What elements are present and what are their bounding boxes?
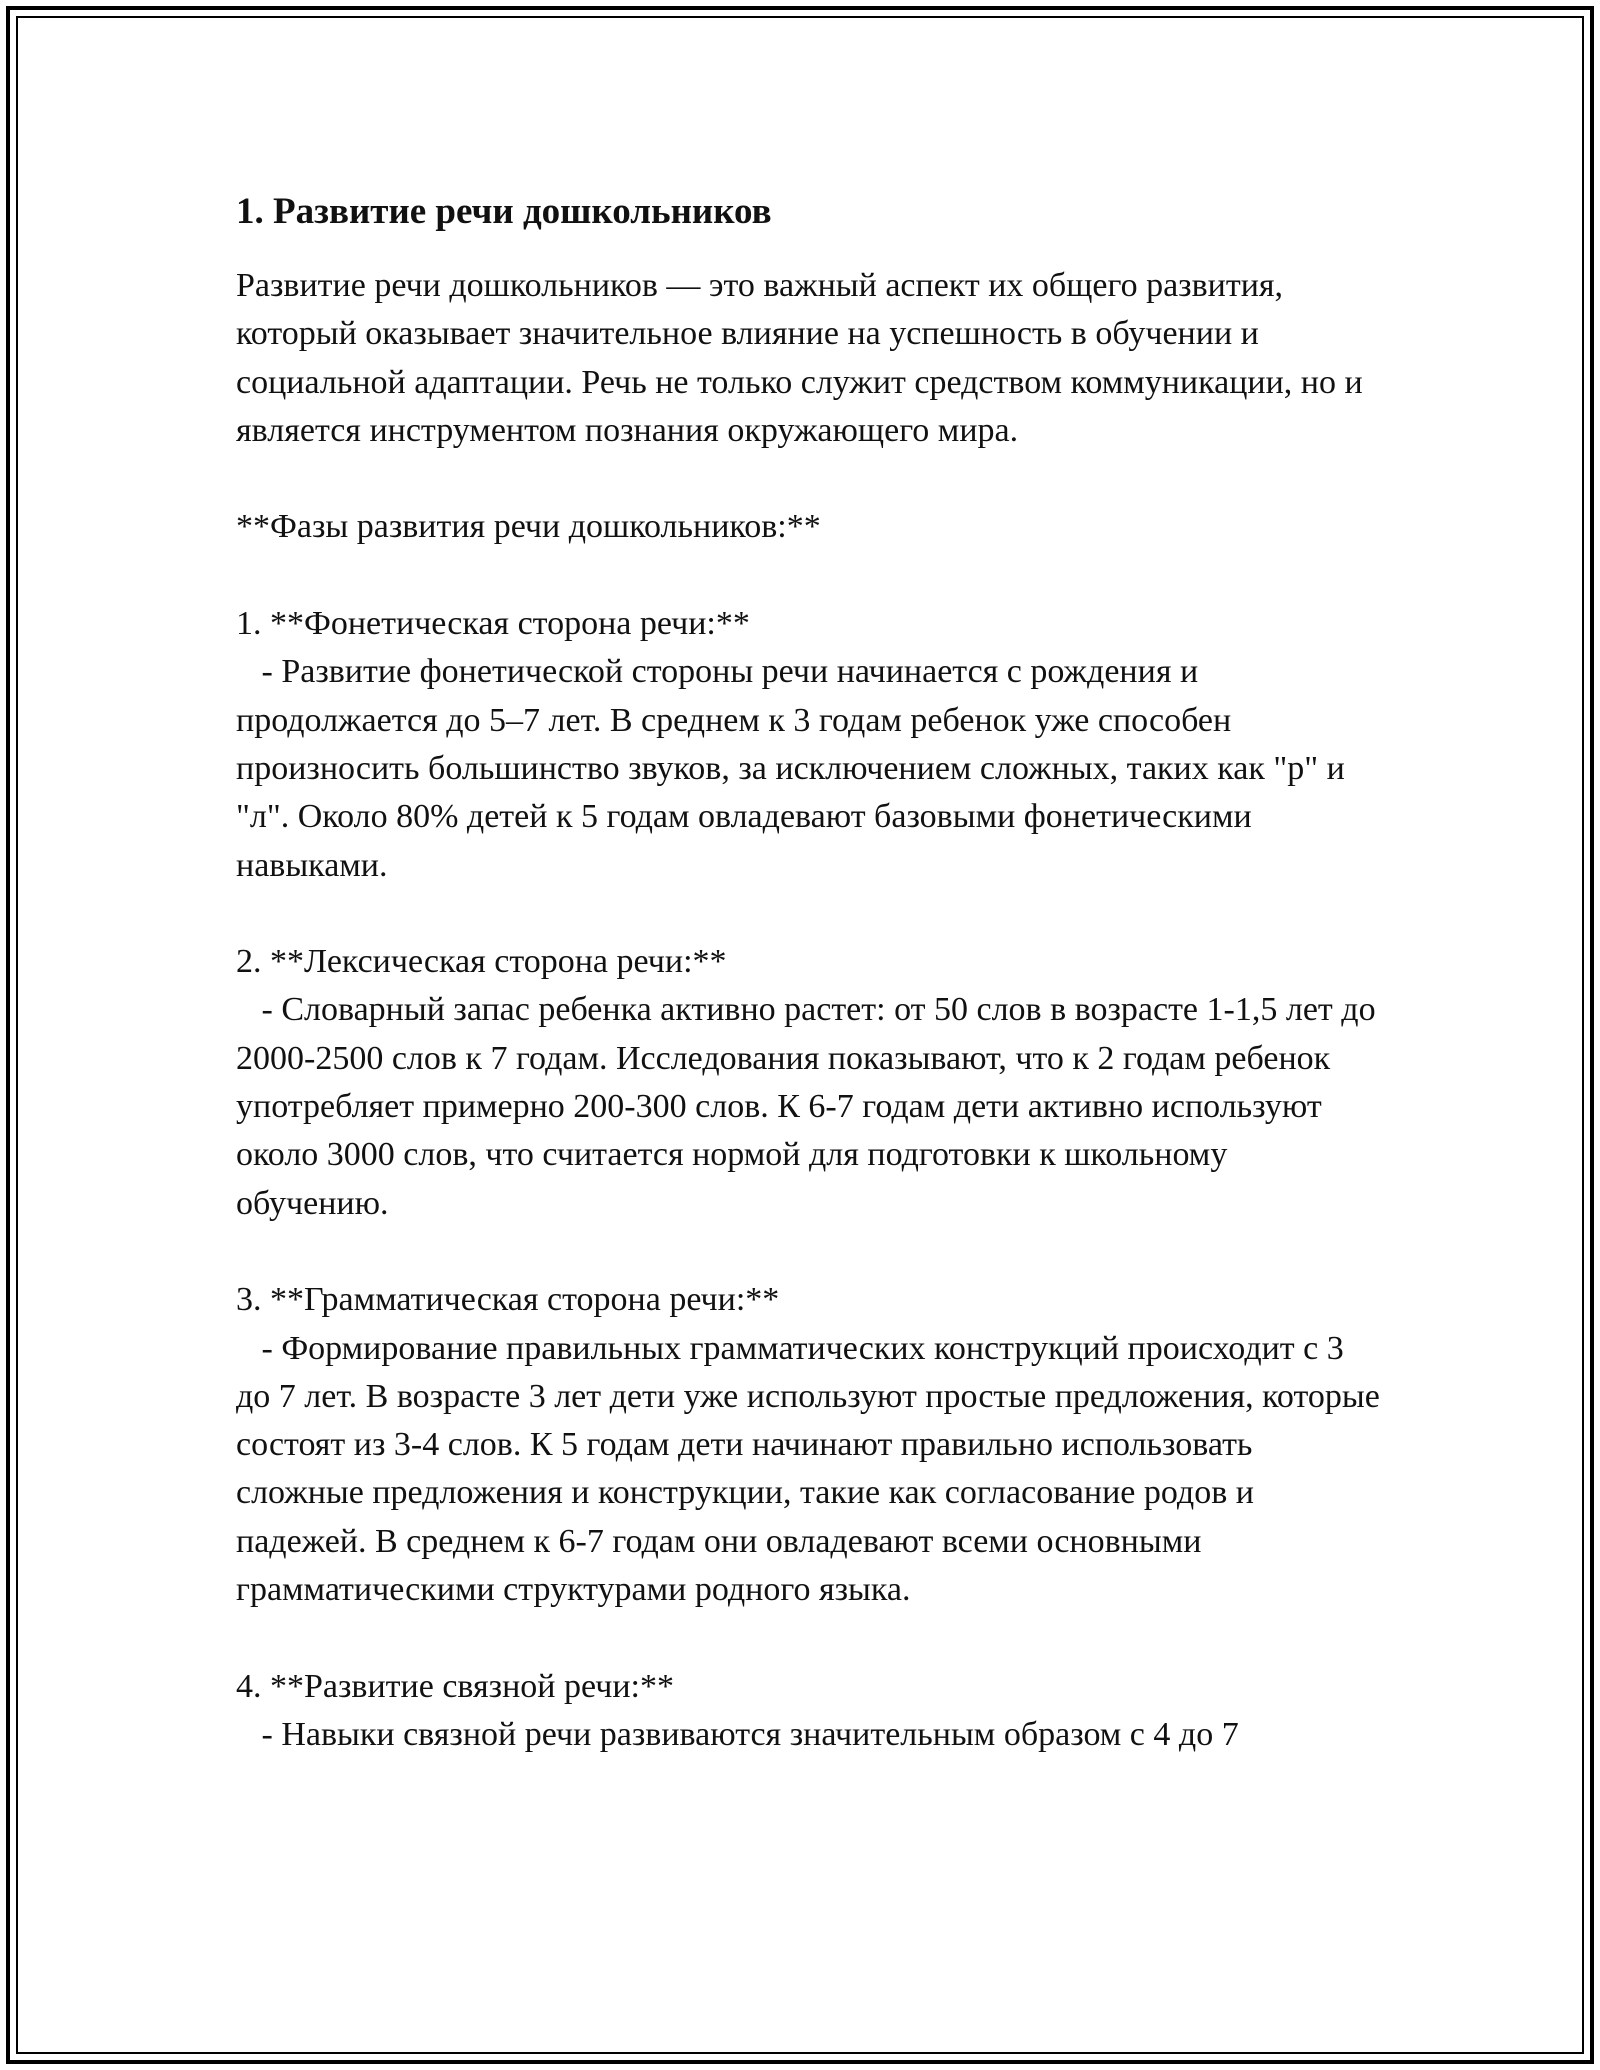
document-title: 1. Развитие речи дошкольников [236,191,772,232]
section-heading-phonetic: 1. **Фонетическая сторона речи:** [236,605,750,643]
section-body-grammatical: - Формирование правильных грамматических конструкций происходит с 3 до 7 лет. В возрасте 3 лет дети уже используют простые предложения, которые состоят из 3-4 слов. К 5 годам дети начинают правильно использовать сложные предложения и конструкции, такие как согласование родов и падежей. В среднем к 6-7 годам они овладевают всеми основными грамматическими структурами родного языка. [236,1329,1389,1609]
paragraph-gap [236,1228,1386,1276]
phases-heading: **Фазы развития речи дошкольников:** [236,508,821,546]
section-body-coherent: - Навыки связной речи развиваются значительным образом с 4 до 7 [236,1715,1239,1753]
paragraph-gap [236,1614,1386,1662]
section-heading-lexical: 2. **Лексическая сторона речи:** [236,943,727,981]
document-page [236,186,1389,1759]
section-body-lexical: - Словарный запас ребенка активно растет: от 50 слов в возрасте 1-1,5 лет до 2000-2500 слов к 7 годам. Исследования показывают, что к 2 годам ребенок употребляет примерно 200-300 слов. К 6-7 годам дети активно используют около 3000 слов, что считается нормой для подготовки к школьному обучению. [236,991,1385,1222]
section-body-phonetic: - Развитие фонетической стороны речи начинается с рождения и продолжается до 5–7 лет. В среднем к 3 годам ребенок уже способен произносить большинство звуков, за исключением сложных, таких как "р" и "л". Около 80% детей к 5 годам овладевают базовыми фонетическими навыками. [236,653,1354,884]
section-heading-coherent: 4. **Развитие связной речи:** [236,1667,674,1705]
intro-paragraph: Развитие речи дошкольников — это важный аспект их общего развития, который оказывает значительное влияние на успешность в обучении и социальной адаптации. Речь не только служит средством коммуникации, но и является инструментом познания окружающего мира. [236,267,1372,449]
paragraph-gap [236,890,1386,938]
section-heading-grammatical: 3. **Грамматическая сторона речи:** [236,1281,780,1319]
paragraph-gap [236,552,1386,600]
paragraph-gap [236,455,1386,503]
